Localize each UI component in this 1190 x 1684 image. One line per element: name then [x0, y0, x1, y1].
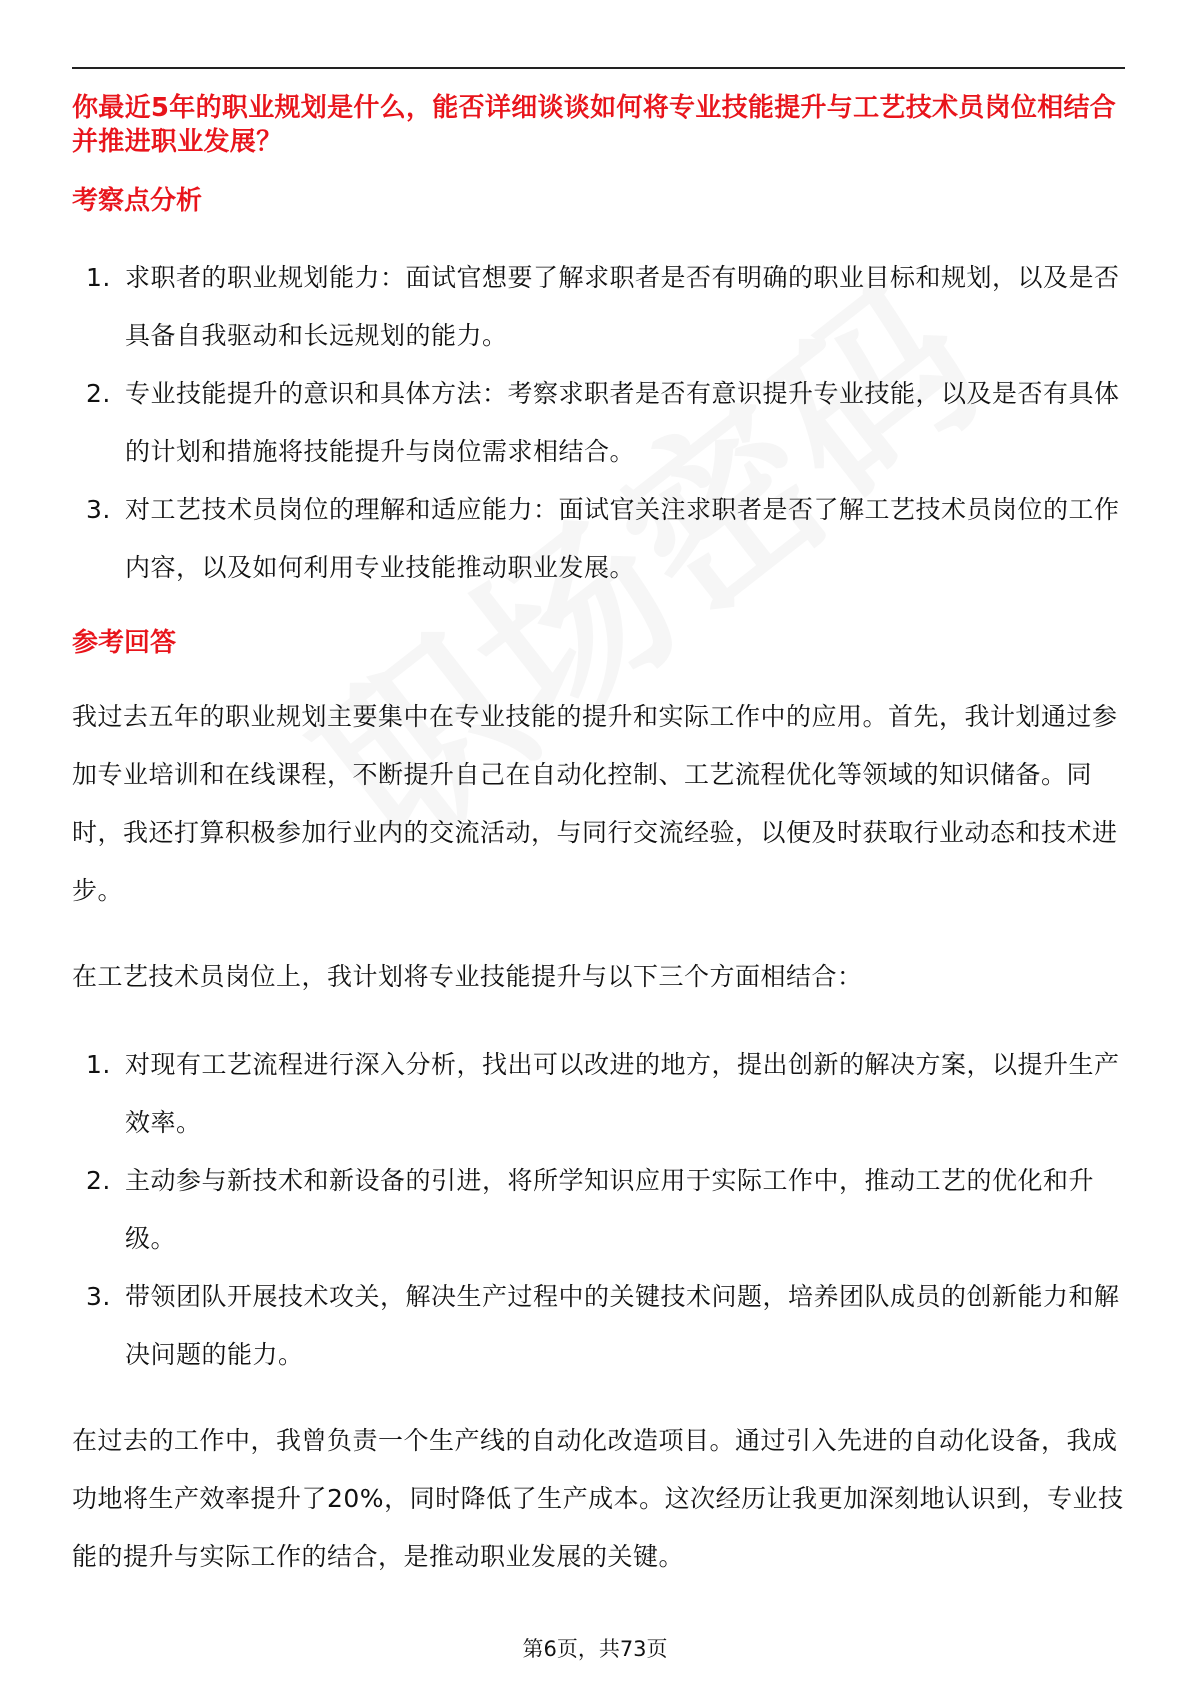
list-number: 1.	[86, 263, 111, 292]
list-item	[72, 1268, 1128, 1384]
list-text: 求职者的职业规划能力：面试官想要了解求职者是否有明确的职业目标和规划，以及是否具备自我驱动和长远规划的能力。	[125, 263, 1120, 350]
list-number: 3.	[86, 495, 111, 524]
page-number: 第6页，共73页	[522, 1637, 668, 1661]
answer-paragraph-3: 在过去的工作中，我曾负责一个生产线的自动化改造项目。通过引入先进的自动化设备，我成功地将生产效率提升了20%，同时降低了生产成本。这次经历让我更加深刻地认识到，专业技能的提升与实际工作的结合，是推动职业发展的关键。	[72, 1426, 1124, 1571]
list-number: 2.	[86, 379, 111, 408]
list-item	[72, 481, 1128, 597]
list-text: 对工艺技术员岗位的理解和适应能力：面试官关注求职者是否了解工艺技术员岗位的工作内容，以及如何利用专业技能推动职业发展。	[125, 495, 1120, 582]
list-item	[72, 365, 1128, 481]
list-number: 2.	[86, 1166, 111, 1195]
list-number: 3.	[86, 1282, 111, 1311]
answer-list	[72, 1036, 1128, 1384]
answer-heading: 参考回答	[72, 628, 177, 658]
list-item	[72, 249, 1128, 365]
list-item	[72, 1152, 1128, 1268]
answer-paragraph-1: 我过去五年的职业规划主要集中在专业技能的提升和实际工作中的应用。首先，我计划通过参加专业培训和在线课程，不断提升自己在自动化控制、工艺流程优化等领域的知识储备。同时，我还打算积极参加行业内的交流活动，与同行交流经验，以便及时获取行业动态和技术进步。	[72, 702, 1118, 905]
list-text: 专业技能提升的意识和具体方法：考察求职者是否有意识提升专业技能，以及是否有具体的计划和措施将技能提升与岗位需求相结合。	[125, 379, 1120, 466]
header-rule	[72, 67, 1125, 69]
list-text: 对现有工艺流程进行深入分析，找出可以改进的地方，提出创新的解决方案，以提升生产效率。	[125, 1050, 1120, 1137]
question-title: 你最近5年的职业规划是什么，能否详细谈谈如何将专业技能提升与工艺技术员岗位相结合并推进职业发展？	[72, 93, 1117, 157]
answer-paragraph-2: 在工艺技术员岗位上，我计划将专业技能提升与以下三个方面相结合：	[72, 962, 863, 991]
analysis-heading: 考察点分析	[72, 186, 203, 216]
list-text: 主动参与新技术和新设备的引进，将所学知识应用于实际工作中，推动工艺的优化和升级。	[125, 1166, 1095, 1253]
list-item	[72, 1036, 1128, 1152]
list-number: 1.	[86, 1050, 111, 1079]
analysis-list	[72, 249, 1128, 597]
list-text: 带领团队开展技术攻关，解决生产过程中的关键技术问题，培养团队成员的创新能力和解决问题的能力。	[125, 1282, 1120, 1369]
